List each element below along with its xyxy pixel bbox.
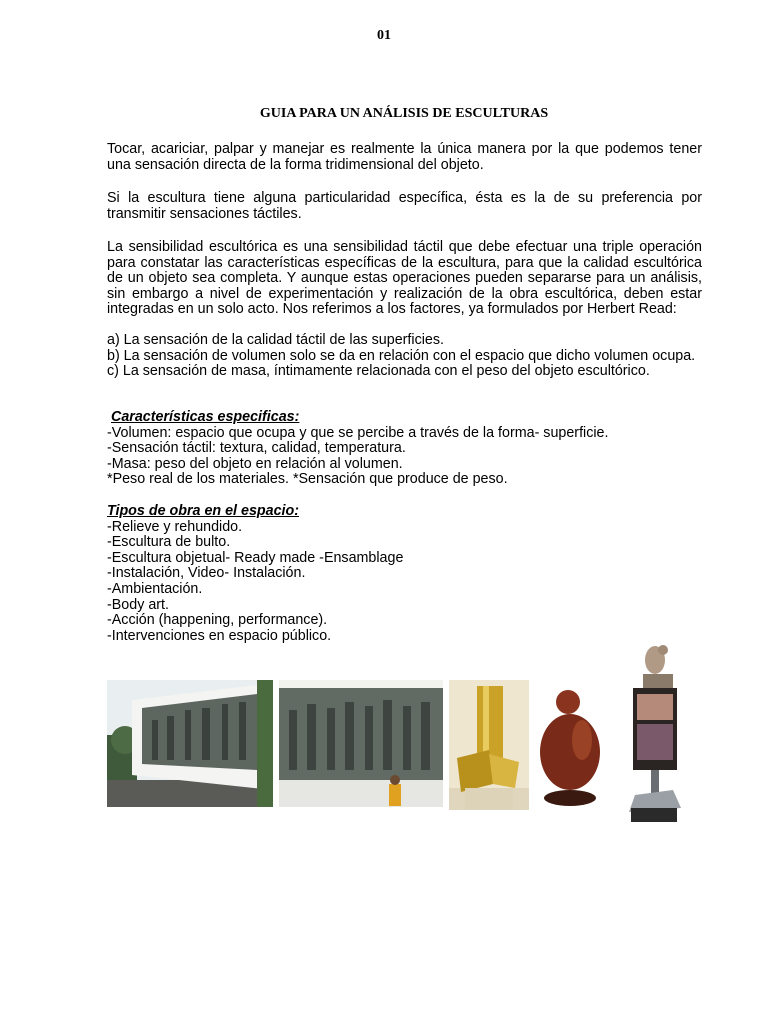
gold-sculpture-photo: [449, 680, 529, 810]
list-item: -Escultura objetual- Ready made -Ensamblage: [107, 549, 404, 566]
list-item: -Volumen: espacio que ocupa y que se percibe a través de la forma- superficie.: [107, 424, 609, 441]
paragraph-1: Tocar, acariciar, palpar y manejar es realmente la única manera por la que podemos tener una sensación directa de la forma tridimensional del objeto.: [107, 141, 702, 173]
wood-sculpture-photo: [532, 680, 607, 810]
types-heading: Tipos de obra en el espacio:: [107, 503, 300, 519]
paragraph-3: La sensibilidad escultórica es una sensibilidad táctil que debe efectuar una triple operación para constatar las características específicas de la escultura, para que la calidad escultórica de un objeto sea completa. Y aunque estas operaciones pueden separarse para un análisis, sin embargo a nivel de experimentación y realización de la obra escultórica, deben estar integradas en un solo acto. Nos referimos a los factores, ya formulados por Herbert Read:: [107, 239, 702, 318]
list-item: -Masa: peso del objeto en relación al volumen.: [107, 455, 403, 472]
list-item: -Instalación, Video- Instalación.: [107, 565, 306, 582]
list-item: -Body art.: [107, 596, 169, 613]
page-number: 01: [377, 28, 391, 43]
factor-item: a) La sensación de la calidad táctil de las superficies.: [107, 332, 444, 348]
factor-item: c) La sensación de masa, íntimamente relacionada con el peso del objeto escultórico.: [107, 363, 650, 380]
characteristics-section: [107, 410, 702, 488]
list-item: -Ambientación.: [107, 580, 203, 597]
factors-list: [107, 333, 702, 380]
list-item: *Peso real de los materiales. *Sensación que produce de peso.: [107, 471, 508, 488]
factor-item: b) La sensación de volumen solo se da en relación con el espacio que dicho volumen ocupa.: [107, 347, 696, 364]
types-section: [107, 504, 702, 644]
list-item: -Acción (happening, performance).: [107, 612, 328, 629]
characteristics-heading: Características especificas:: [111, 409, 300, 425]
paragraph-2: Si la escultura tiene alguna particularidad específica, ésta es la de su preferencia por transmitir sensaciones táctiles.: [107, 190, 702, 222]
relief-wall-photo-1: [107, 680, 273, 807]
relief-wall-photo-2: [279, 680, 443, 807]
document-title: GUIA PARA UN ANÁLISIS DE ESCULTURAS: [259, 106, 549, 121]
list-item: -Sensación táctil: textura, calidad, temperatura.: [107, 440, 406, 457]
assemblage-sculpture-photo: [615, 640, 690, 825]
list-item: -Intervenciones en espacio público.: [107, 627, 332, 644]
list-item: -Escultura de bulto.: [107, 534, 231, 551]
sculpture-photos: [107, 640, 707, 830]
list-item: -Relieve y rehundido.: [107, 518, 243, 535]
